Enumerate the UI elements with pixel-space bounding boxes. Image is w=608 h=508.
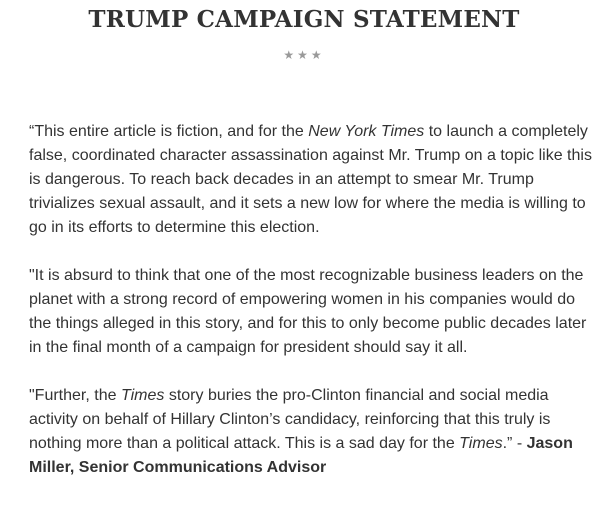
publication-name: Times bbox=[459, 435, 503, 452]
attribution: Jason Miller, Senior Communications Advisor bbox=[29, 435, 573, 476]
statement-paragraph-2: "It is absurd to think that one of the most recognizable business leaders on the planet with a strong record of empowering women in his companies would do the things alleged in this story, and for this to only become public decades later in the final month of a campaign for president should say it all. bbox=[29, 267, 587, 356]
paragraph-1-text-a: “This entire article is fiction, and for the bbox=[29, 123, 309, 140]
statement-body bbox=[29, 120, 595, 504]
paragraph-3-text-b: story buries the pro-Clinton financial and social media activity on behalf of Hillary Clinton’s candidacy, reinforcing that this truly is nothing more than a political attack. This is a sad day for the bbox=[29, 387, 551, 452]
page-title: TRUMP CAMPAIGN STATEMENT bbox=[88, 6, 520, 33]
paragraph-3-text-a: "Further, the bbox=[29, 387, 121, 404]
publication-name: Times bbox=[120, 387, 165, 404]
publication-name: New York Times bbox=[308, 123, 425, 140]
star-divider-icon: ★★★ bbox=[283, 48, 325, 62]
statement-paragraph-3 bbox=[29, 384, 595, 480]
statement-paragraph-1 bbox=[29, 120, 595, 240]
paragraph-1-text-b: to launch a completely false, coordinated character assassination against Mr. Trump on a topic like this is dangerous. To reach back decades in an attempt to smear Mr. Trump trivializes sexual assault, and it sets a new low for where the media is willing to go in its efforts to determine this election. bbox=[29, 123, 592, 236]
paragraph-3-text-c: .” - bbox=[502, 435, 527, 452]
